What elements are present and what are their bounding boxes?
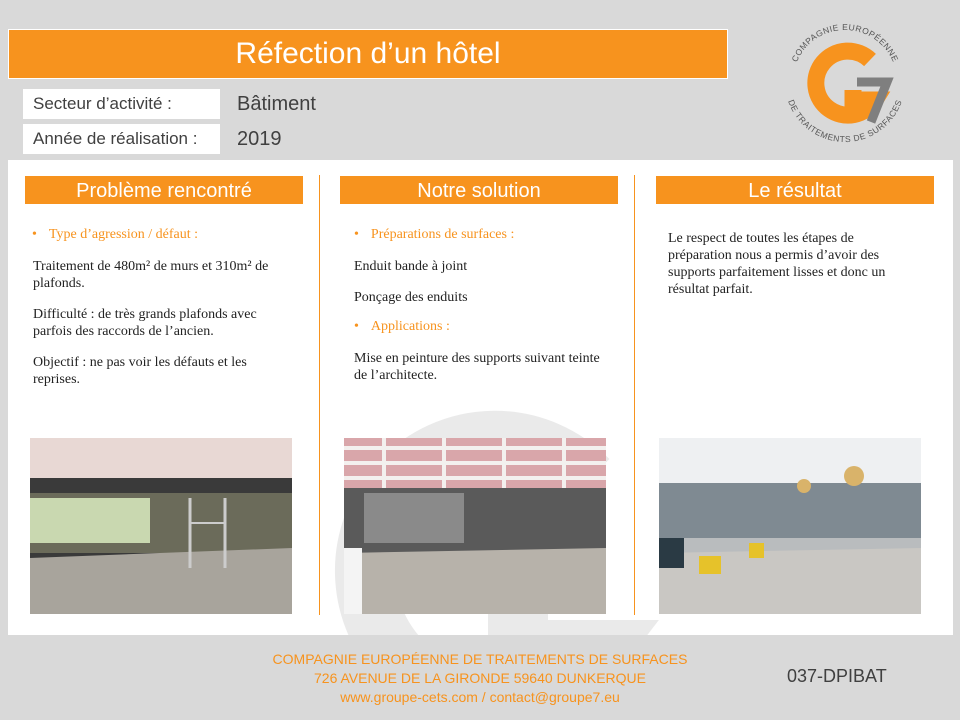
footer-address: 726 AVENUE DE LA GIRONDE 59640 DUNKERQUE xyxy=(314,670,646,686)
photo-before xyxy=(30,438,292,614)
year-value: 2019 xyxy=(237,128,282,150)
photo-during xyxy=(344,438,606,614)
photo-after xyxy=(659,438,921,614)
year-label: Année de réalisation : xyxy=(23,124,220,154)
sector-value: Bâtiment xyxy=(237,93,316,115)
problem-bullet: • Type d’agression / défaut : xyxy=(32,227,198,242)
logo-top-text: COMPAGNIE EUROPÉENNE xyxy=(789,21,901,64)
result-heading: Le résultat xyxy=(655,175,935,205)
column-divider xyxy=(634,175,635,615)
footer-company: COMPAGNIE EUROPÉENNE DE TRAITEMENTS DE SURFACES xyxy=(272,651,688,667)
problem-heading: Problème rencontré xyxy=(24,175,304,205)
result-text: Le respect de toutes les étapes de préparation nous a permis d’avoir des supports parfaitement lisses et donc un résultat parfait. xyxy=(668,231,886,297)
sector-label: Secteur d’activité : xyxy=(23,89,220,119)
solution-bullet-2: • Applications : xyxy=(354,319,450,334)
solution-item-1: Enduit bande à joint xyxy=(354,259,468,274)
solution-item-3: Mise en peinture des supports suivant teinte de l’architecte. xyxy=(354,351,600,383)
page-title: Réfection d’un hôtel xyxy=(8,29,728,79)
company-logo xyxy=(775,10,915,155)
solution-bullet-1: • Préparations de surfaces : xyxy=(354,227,515,242)
document-reference: 037-DPIBAT xyxy=(787,666,887,686)
footer xyxy=(240,650,720,707)
column-divider xyxy=(319,175,320,615)
problem-text-1: Traitement de 480m² de murs et 310m² de plafonds. xyxy=(33,259,269,291)
footer-contact: www.groupe-cets.com / contact@groupe7.eu xyxy=(340,689,620,705)
solution-item-2: Ponçage des enduits xyxy=(354,290,468,305)
problem-text-2: Difficulté : de très grands plafonds avec parfois des raccords de l’ancien. xyxy=(33,307,257,339)
problem-text-3: Objectif : ne pas voir les défauts et les reprises. xyxy=(33,355,247,387)
logo-bottom-text: DE TRAITEMENTS DE SURFACES xyxy=(786,98,904,145)
solution-heading: Notre solution xyxy=(339,175,619,205)
content-panel xyxy=(8,160,953,635)
